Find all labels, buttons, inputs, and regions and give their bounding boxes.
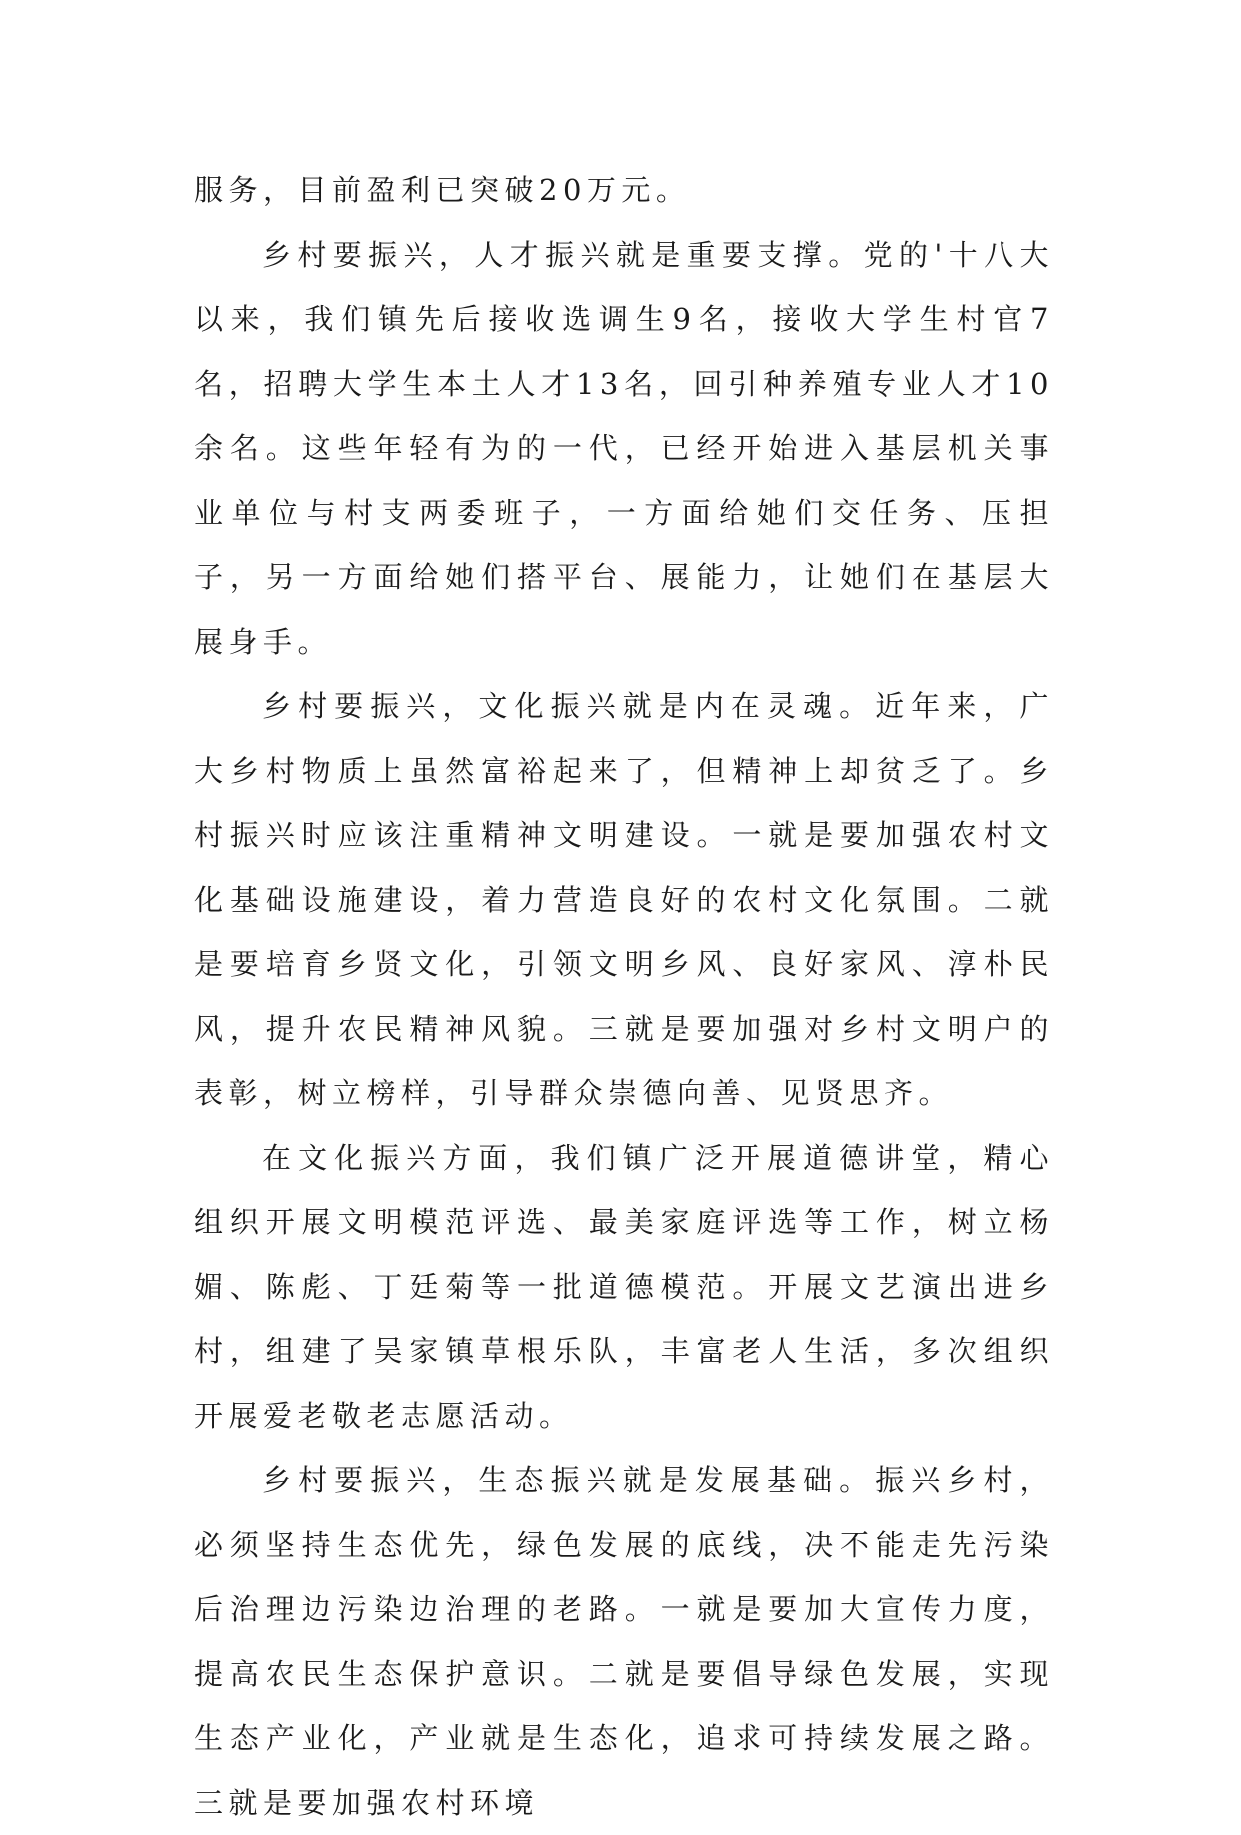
document-body [194,158,1054,1835]
paragraph-continuation: 服务，目前盈利已突破20万元。 [194,173,691,207]
paragraph-talent-revitalization: 乡村要振兴，人才振兴就是重要支撑。党的'十八大以来，我们镇先后接收选调生9名，接收大学生村官7名，招聘大学生本土人才13名，回引种养殖专业人才10余名。这些年轻有为的一代，已经开始进入基层机关事业单位与村支两委班子，一方面给她们交任务、压担子，另一方面给她们搭平台、展能力，让她们在基层大展身手。 [194,237,1054,659]
paragraph-culture-practice: 在文化振兴方面，我们镇广泛开展道德讲堂，精心组织开展文明模范评选、最美家庭评选等工作，树立杨媚、陈彪、丁廷菊等一批道德模范。开展文艺演出进乡村，组建了吴家镇草根乐队，丰富老人生活，多次组织开展爱老敬老志愿活动。 [194,1140,1054,1433]
paragraph-culture-revitalization: 乡村要振兴，文化振兴就是内在灵魂。近年来，广大乡村物质上虽然富裕起来了，但精神上却贫乏了。乡村振兴时应该注重精神文明建设。一就是要加强农村文化基础设施建设，着力营造良好的农村文化氛围。二就是要培育乡贤文化，引领文明乡风、良好家风、淳朴民风，提升农民精神风貌。三就是要加强对乡村文明户的表彰，树立榜样，引导群众崇德向善、见贤思齐。 [194,689,1054,1110]
paragraph-ecology-revitalization: 乡村要振兴，生态振兴就是发展基础。振兴乡村，必须坚持生态优先，绿色发展的底线，决不能走先污染后治理边污染边治理的老路。一就是要加大宣传力度，提高农民生态保护意识。二就是要倡导绿色发展，实现生态产业化，产业就是生态化，追求可持续发展之路。三就是要加强农村环境 [194,1463,1054,1820]
